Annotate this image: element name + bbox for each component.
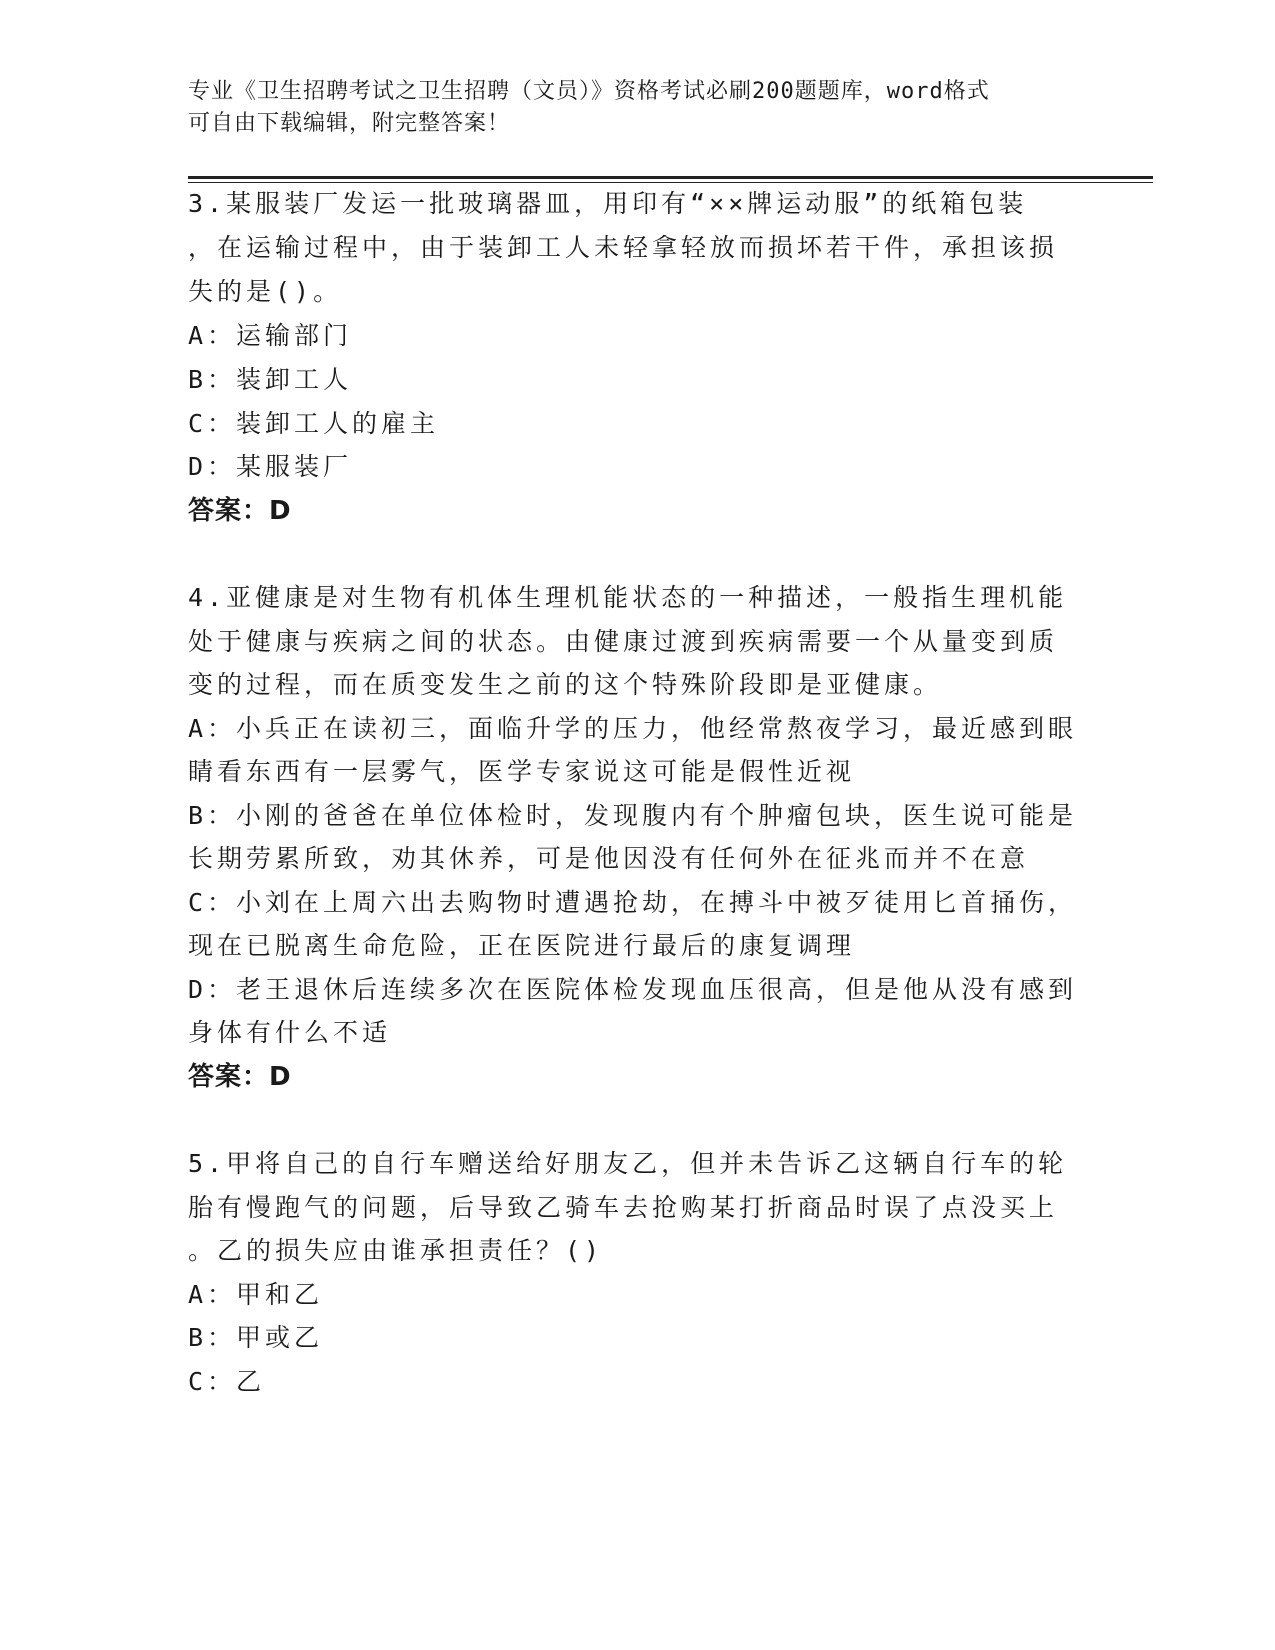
document-header — [188, 76, 1088, 140]
q4-stem-line-2: 处于健康与疾病之间的状态。由健康过渡到疾病需要一个从量变到质 — [188, 627, 1059, 656]
q4-option-d-line-1: D：老王退休后连续多次在医院体检发现血压很高，但是他从没有感到 — [188, 975, 1078, 1004]
q4-option-a-line-1: A：小兵正在读初三，面临升学的压力，他经常熬夜学习，最近感到眼 — [188, 714, 1078, 743]
q4-option-d-line-2: 身体有什么不适 — [188, 1018, 392, 1047]
header-rule-thin — [188, 182, 1153, 183]
q3-answer: 答案：D — [188, 496, 292, 526]
q3-option-d: D：某服装厂 — [188, 452, 353, 481]
q4-option-a-line-2: 睛看东西有一层雾气，医学专家说这可能是假性近视 — [188, 757, 856, 786]
q4-stem-line-1: 4.亚健康是对生物有机体生理机能状态的一种描述，一般指生理机能 — [188, 583, 1068, 612]
q3-option-c: C：装卸工人的雇主 — [188, 409, 440, 438]
q4-option-b-line-2: 长期劳累所致，劝其休养，可是他因没有任何外在征兆而并不在意 — [188, 844, 1030, 873]
header-rule-thick — [188, 176, 1153, 179]
header-line-1: 专业《卫生招聘考试之卫生招聘（文员）》资格考试必刷200题题库，word格式 — [188, 79, 990, 104]
q4-stem-line-3: 变的过程，而在质变发生之前的这个特殊阶段即是亚健康。 — [188, 670, 943, 699]
q4-answer: 答案：D — [188, 1062, 292, 1092]
q3-stem-line-3: 失的是()。 — [188, 277, 343, 306]
header-line-2: 可自由下载编辑，附完整答案！ — [188, 111, 511, 136]
q3-stem-line-1: 3.某服装厂发运一批玻璃器皿，用印有“××牌运动服”的纸箱包装 — [188, 189, 1028, 218]
q5-option-c: C：乙 — [188, 1367, 266, 1396]
q5-stem-line-1: 5.甲将自己的自行车赠送给好朋友乙，但并未告诉乙这辆自行车的轮 — [188, 1149, 1068, 1178]
q4-option-c-line-1: C：小刘在上周六出去购物时遭遇抢劫，在搏斗中被歹徒用匕首捅伤， — [188, 888, 1078, 917]
q5-option-a: A：甲和乙 — [188, 1280, 324, 1309]
q5-stem-line-2: 胎有慢跑气的问题，后导致乙骑车去抢购某打折商品时误了点没买上 — [188, 1193, 1059, 1222]
q3-option-b: B：装卸工人 — [188, 365, 353, 394]
q5-stem-line-3: 。乙的损失应由谁承担责任？() — [188, 1236, 604, 1265]
q4-option-b-line-1: B：小刚的爸爸在单位体检时，发现腹内有个肿瘤包块，医生说可能是 — [188, 801, 1078, 830]
q3-stem-line-2: ，在运输过程中，由于装卸工人未轻拿轻放而损坏若干件，承担该损 — [188, 233, 1059, 262]
q5-option-b: B：甲或乙 — [188, 1323, 324, 1352]
q4-option-c-line-2: 现在已脱离生命危险，正在医院进行最后的康复调理 — [188, 931, 856, 960]
q3-option-a: A：运输部门 — [188, 321, 353, 350]
